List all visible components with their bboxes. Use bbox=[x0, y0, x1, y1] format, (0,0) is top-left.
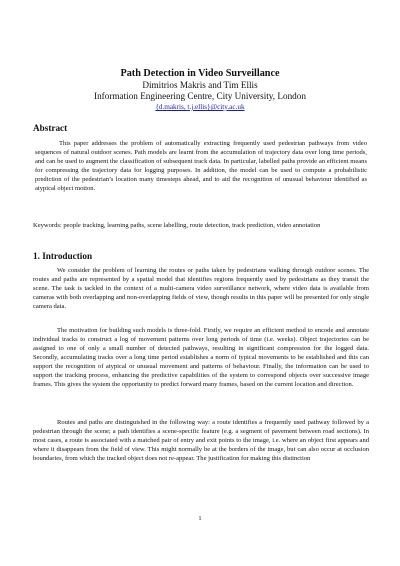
paper-title: Path Detection in Video Surveillance bbox=[120, 68, 280, 79]
abstract-heading: Abstract bbox=[33, 123, 68, 133]
paper-affiliation: Information Engineering Centre, City University, London bbox=[94, 91, 306, 101]
section-heading-introduction: 1. Introduction bbox=[33, 251, 93, 261]
intro-paragraph-3: Routes and paths are distinguished in the following way: a route identifies a frequently used pathway followed by a pedestrian through the scene; a path identifies a scene-specific feature (e.g. a segment of pavement between road sections). In most cases, a route is associated with a matched pair of entry and exit points to the image, i.e. where an object first appears and where it disappears from the field of view. This might normally be at the borders of the image, but can also occur at occlusion boundaries, from which the tracked object does not re-appear. The justification for making this distinction bbox=[33, 419, 369, 463]
intro-paragraph-2: The motivation for building such models is three-fold. Firstly, we require an efficient method to encode and annotate individual tracks to construct a log of movement patterns over long periods of time (i.e. weeks). Object trajectories can be assigned to one of only a small number of detected pathways, resulting in significant compression for the logged data. Secondly, accumulating tracks over a long time period establishes a norm of typical movements to be established and this can support the recognition of atypical or unusual movement and patterns of behaviour. Finally, the information can be used to support the tracking process, enhancing the predictive capabilities of the system to correspond objects over successive image frames. This gives the system the opportunity to predict forward many frames, based on the current location and direction. bbox=[33, 327, 369, 389]
author-email-link[interactable]: {d.makris, t.j.ellis}@city.ac.uk bbox=[155, 103, 245, 111]
abstract-paragraph: This paper addresses the problem of automatically extracting frequently used pedestrian pathways from video sequences of natural outdoor scenes. Path models are learnt from the accumulation of trajectory data over long time periods, and can be used to augment the classification of subsequent track data. In particular, labelled paths provide an efficient means for compressing the trajectory data for logging purposes. In addition, the model can be used to compute a probabilistic prediction of the pedestrian’s location many timesteps ahead, and to aid the recognition of unusual behaviour identified as atypical object motion. bbox=[35, 140, 367, 193]
paper-authors: Dimitrios Makris and Tim Ellis bbox=[142, 80, 258, 90]
keywords-line: Keywords: people tracking, learning paths, scene labelling, route detection, track prediction, video annotation bbox=[33, 222, 321, 229]
page-number: 1 bbox=[198, 515, 202, 522]
intro-paragraph-1: We consider the problem of learning the routes or paths taken by pedestrians walking through outdoor scenes. The routes and paths are represented by a spatial model that identifies regions frequently used by pedestrians as they transit the scene. The task is tackled in the context of a multi-camera video surveillance network, where video data is available from cameras with both overlapping and non-overlapping fields of view, though results in this paper will be presented for only single camera data. bbox=[33, 267, 369, 311]
